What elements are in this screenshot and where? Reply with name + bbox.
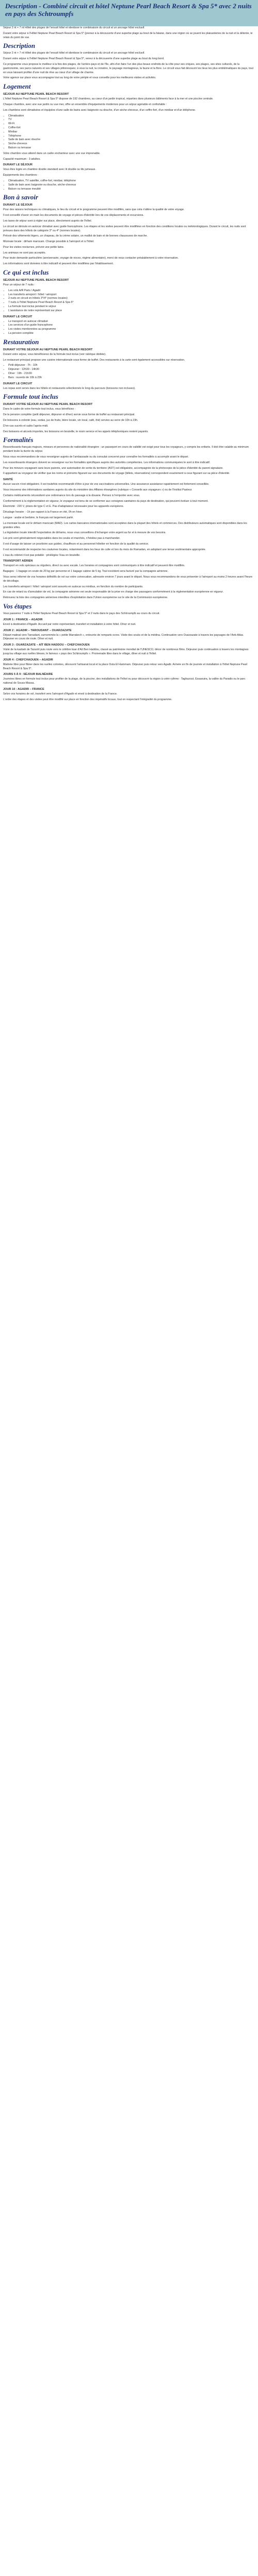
list-item: • Téléphone [8, 134, 255, 139]
paragraph: Équipements des chambres : [3, 174, 39, 177]
subheading: DURANT LE CIRCUIT [3, 315, 33, 318]
paragraph: Vous trouverez des informations sanitaires auprès du site du ministère des Affaires étrangères (rubrique « Conseils aux voyageurs ») ou de l'Institut Pasteur. [3, 488, 192, 492]
paragraph: Retrouvez la liste des compagnies aériennes interdites d'exploitation dans l'Union européenne sur le site de la Commission européenne. [3, 596, 168, 600]
subheading: SÉJOUR AU NEPTUNE PEARL BEACH RESORT [3, 93, 69, 96]
subheading: DURANT LE SÉJOUR [3, 204, 33, 207]
paragraph: Certains médicaments nécessitent une ordonnance lors du passage à la douane. Pensez à l'emporter avec vous. [3, 494, 140, 497]
section-intro [3, 26, 255, 40]
paragraph: Monnaie locale : dirham marocain. Change possible à l'aéroport et à l'hôtel. [3, 240, 94, 244]
paragraph: La législation locale interdit l'exportation de dirhams, nous vous conseillons d'échanger votre argent au fur et à mesure de vos besoins. [3, 531, 166, 535]
list-item: • Minibar [8, 130, 255, 134]
bullet-list [3, 114, 255, 150]
paragraph: Selon vos horaires de vol, transfert vers l'aéroport d'Agadir et envol à destination de la France. [3, 692, 118, 696]
section-heading: Logement [3, 82, 31, 91]
list-item: • Dîner : 19h - 21h30 [8, 372, 255, 376]
bullet-list [3, 364, 255, 380]
subheading: DURANT VOTRE SÉJOUR AU NEPTUNE PEARL BEACH RESORT [3, 403, 93, 406]
paragraph: Des boissons et alcools importés, les boissons en bouteille, le room service et les appels téléphoniques restent payants. [3, 430, 149, 433]
paragraph: Visite de la kasbah de Taourirt puis route vers le célèbre ksar d'Aït Ben Haddou, classé au patrimoine mondial de l'UNESCO, décor de nombreux films. Déjeuner puis continuation à travers les montagnes jusqu'au village aux ruelles bleues, le fameux « pays des Schtroumpfs ». Promenade libre dans le village, dîner et nuit à l'hôtel. [3, 648, 249, 655]
paragraph: Conformément à la réglementation en vigueur, le voyageur est tenu de se conformer aux consignes sanitaires du pays de destination, qui peuvent évoluer à tout moment. [3, 499, 208, 503]
list-item: • Salle de bain avec baignoire ou douche, sèche-cheveux [8, 183, 255, 188]
subheading: DURANT LE SÉJOUR [3, 163, 33, 167]
subheading: JOUR 10 : AGADIR – FRANCE [3, 687, 44, 691]
paragraph: Pour des raisons techniques ou climatiques, le lieu du circuit et le programme peuvent être modifiés, sans que cela n'altère la qualité de votre voyage. [3, 208, 185, 212]
paragraph: La monnaie locale est le dirham marocain (MAD). Les cartes bancaires internationales sont acceptées dans la plupart des hôtels et commerces. Des distributeurs automatiques sont disponibles dans les grandes villes. [3, 521, 247, 529]
paragraph: Durant votre séjour à l'Hôtel Neptune Pearl Beach Resort & Spa 5* (prenez à la découverte d'une superbe plage au bout de la falaise, dans une région où se jouent les plaisanteries de la nuit et la détente, le relais du point de vue. [3, 31, 253, 39]
subheading: JOURS 5 À 9 : SÉJOUR BALNÉAIRE [3, 673, 53, 676]
section-heading: Formalités [3, 436, 34, 444]
paragraph: Pour les visites nocturnes, prévoir une petite laine. [3, 245, 64, 249]
list-item: • Coffre-fort [8, 126, 255, 130]
subheading: JOUR 4 : CHEFCHAOUEN – AGADIR [3, 658, 53, 662]
list-item: • L'assistance de notre représentant sur place [8, 309, 255, 313]
paragraph: Départ matinal vers Taroudant, surnommée la « petite Marrakech », entourée de remparts ocres. Visite des souks et de la médina. Continuation vers Ouarzazate à travers les paysages de l'Anti-Atlas. Déjeuner en cours de route. Dîner et nuit. [3, 633, 244, 641]
paragraph: Les animaux ne sont pas acceptés. [3, 251, 46, 255]
paragraph: Il appartient au voyageur de vérifier que les noms et prénoms figurant sur ses documents de voyage (billets, réservations) correspondent exactement à ceux figurant sur sa pièce d'identité. [3, 472, 230, 476]
section-logement [3, 82, 255, 191]
page-title: Description - Combiné circuit et hôtel Neptune Pearl Beach Resort & Spa 5* avec 2 nuits en pays des Schtroumpfs [5, 2, 252, 18]
paragraph: Il est conseillé d'avoir en main les documents de voyage et pièces d'identité lors de vos déplacements et excursions. [3, 214, 144, 217]
list-item: • Climatisation [8, 114, 255, 118]
paragraph: Capacité maximum : 3 adultes. [3, 157, 41, 161]
paragraph: Les taxes de séjour sont à régler sur place, directement auprès de l'hôtel. [3, 219, 92, 223]
bullet-list [3, 179, 255, 191]
paragraph: Vous passerez 7 nuits à l'hôtel Neptune Pearl Beach Resort & Spa 5* et 2 nuits dans le pays des Schtroumpfs au cours du circuit. [3, 612, 160, 615]
content [0, 26, 258, 702]
section-transport [3, 559, 255, 600]
paragraph: Il est recommandé de respecter les coutumes locales, notamment dans les lieux de culte et lors du mois de Ramadan, en adoptant une tenue vestimentaire appropriée. [3, 548, 206, 551]
list-item: • Les vols A/R Paris / Agadir [8, 289, 255, 293]
bullet-list [3, 289, 255, 313]
paragraph: Pour un séjour de 7 nuits : [3, 283, 35, 287]
paragraph: Ressortissants français majeurs, mineurs et personnes de nationalité étrangère : un passeport en cours de validité est exigé pour tous les voyageurs, y compris les enfants. Il doit être valable au minimum pendant toute la durée du séjour. [3, 446, 249, 453]
section-heading: Restauration [3, 337, 39, 346]
section-formalites [3, 436, 255, 503]
paragraph: Les ressortissants étrangers doivent se renseigner sur les formalités spécifiques auprès des autorités compétentes. Les informations communiquées le sont à titre indicatif. [3, 461, 211, 464]
list-item: • Wi-Fi [8, 122, 255, 126]
paragraph: Prévoir des vêtements légers, un chapeau, de la crème solaire, un maillot de bain et de bonnes chaussures de marche. [3, 234, 148, 238]
section-heading: Formule tout inclus [3, 393, 58, 401]
subheading: SANTÉ [3, 478, 13, 482]
bullet-list [3, 320, 255, 336]
paragraph: De boissons à volonté (eau, sodas, jus de fruits, bière locale, vin local, café, thé) servies au verre de 10h à 23h. [3, 419, 138, 422]
list-item: • Balcon ou terrasse meublé [8, 188, 255, 192]
section-inclus [3, 268, 255, 336]
paragraph: Séjour 2 nt + 7 nt Hôtel des pluges de l'ensuit hôtel et identisse le combinaison du circuit et un ancrage hôtel exclusif. [3, 52, 145, 55]
paragraph: Les chambres sont climatisées et équipées d'une salle de bains avec baignoire ou douche, d'un sèche-cheveux, d'un coffre-fort, d'un minibar et d'un téléphone. [3, 108, 196, 112]
section-heading: Vos étapes [3, 602, 32, 610]
section-heading: Description [3, 42, 36, 50]
list-item: • La formule tout inclus pendant le séjour [8, 305, 255, 309]
section-tout-inclus [3, 393, 255, 434]
paragraph: Durant votre séjour à l'Hôtel Neptune Pearl Beach Resort & Spa 5*, venez à la découverte d'une superbe plage au bout du long bord. [3, 57, 165, 61]
paragraph: L'ordre des étapes et des visites peut être modifié sur place en fonction des impératifs locaux, tout en respectant l'intégralité du programme. [3, 698, 172, 701]
paragraph: Pour toute demande particulière (anniversaire, voyage de noces, régime alimentaire), merci de nous contacter préalablement à votre réservation. [3, 257, 179, 260]
list-item: • Bars : ouverts de 10h à 23h [8, 376, 255, 380]
paragraph: Dans le cadre de votre formule tout inclus, vous bénéficiez : [3, 408, 76, 411]
paragraph: Envol à destination d'Agadir. Accueil par notre représentant, transfert et installation à votre hôtel. Dîner et nuit. [3, 622, 136, 626]
list-item: • TV [8, 118, 255, 122]
subheading: DURANT LE CIRCUIT [3, 382, 33, 385]
list-item: • Salle de bain avec douche [8, 138, 255, 142]
paragraph: L'hôtel Neptune Pearl Beach Resort & Spa 5* dispose de 192 chambres, au cœur d'un jardin tropical, réparties dans plusieurs bâtiments face à la mer et une piscine centrale. [3, 97, 214, 101]
paragraph: Vous serez informé de vos horaires définitifs de vol sur votre convocation, adressée environ 7 jours avant le départ. Nous vous recommandons de vous présenter à l'aéroport au moins 2 heures avant l'heure de décollage. [3, 575, 253, 583]
list-item: • 2 nuits en circuit en hôtels 3*/4* (normes locales) [8, 297, 255, 301]
paragraph: Les repas sont servis dans les hôtels et restaurants sélectionnés le long du parcours (boissons non incluses). [3, 386, 136, 390]
paragraph: Séjour 2 nt + 7 nt Hôtel des pluges de l'ensuit hôtel et identisse le combinaison du circuit et un ancrage hôtel exclusif. [3, 26, 145, 29]
paragraph: En cas de retard ou d'annulation de vol, la compagnie aérienne est seule responsable de la prise en charge des passagers conformément à la réglementation européenne en vigueur. [3, 590, 224, 594]
paragraph: Durant votre séjour, vous bénéficierez de la formule tout inclus (voir rubrique dédiée). [3, 352, 106, 356]
list-item: • Les transferts aéroport / hôtel / aéroport [8, 293, 255, 297]
section-electricite [3, 505, 255, 557]
paragraph: D'en-cas sucrés et salés l'après-midi. [3, 424, 49, 428]
paragraph: Les transferts aéroport / hôtel / aéroport sont assurés en autocar ou minibus, en fonction du nombre de participants. [3, 585, 143, 588]
paragraph: Bagages : 1 bagage en soute de 20 kg par personne et 1 bagage cabine de 5 kg. Tout excédent sera facturé par la compagnie aérienne. [3, 570, 169, 573]
subheading: JOUR 2 : AGADIR – TAROUDANT – OUARZAZATE [3, 629, 72, 632]
paragraph: Il est d'usage de laisser un pourboire aux guides, chauffeurs et au personnel hôtelier en fonction de la qualité du service. [3, 542, 149, 546]
paragraph: Chaque chambre, avec une vue jardin ou vue mer, offre un ensemble d'équipements modernes pour un séjour agréable et confortable : [3, 103, 167, 106]
paragraph: Nous vous recommandons de vous renseigner auprès de l'ambassade ou du consulat concerné pour connaître les formalités à accomplir avant le départ. [3, 455, 189, 459]
paragraph: Aucun vaccin n'est obligatoire. Il est toutefois recommandé d'être à jour de vos vaccinations universelles. Une assurance assistance rapatriement est fortement conseillée. [3, 483, 209, 486]
section-a-savoir [3, 193, 255, 266]
paragraph: Décalage horaire : -1h par rapport à la France en été, 0h en hiver. [3, 511, 83, 514]
section-heading: Bon à savoir [3, 193, 38, 201]
list-item: • Sèche-cheveux [8, 142, 255, 146]
section-heading: Ce qui est inclus [3, 268, 49, 277]
section-description [3, 42, 255, 80]
subheading: JOUR 1 : FRANCE – AGADIR [3, 618, 43, 621]
list-item: • Le transport en autocar climatisé [8, 320, 255, 324]
list-item: • Petit déjeuner : 7h - 10h [8, 364, 255, 368]
paragraph: Transport en vols spéciaux ou réguliers, direct ou avec escale. Les horaires et compagnies sont communiqués à titre indicatif et peuvent être modifiés. [3, 564, 185, 568]
section-vos-etapes [3, 602, 255, 702]
paragraph: Matinée libre pour flâner dans les ruelles colorées, découvrir l'artisanat local et la place Outa El Hammam. Déjeuner puis retour vers Agadir. Arrivée en fin de journée et installation à l'hôtel Neptune Pearl Beach Resort & Spa 5*. [3, 663, 248, 670]
list-item: • Les visites mentionnées au programme [8, 328, 255, 332]
list-item: • Balcon ou terrasse [8, 146, 255, 150]
banner [0, 0, 258, 26]
subheading: JOUR 3 : OUARZAZATE – AÏT BEN HADDOU – CHEFCHAOUEN [3, 643, 90, 647]
paragraph: Les prix sont généralement négociables dans les souks et marchés, n'hésitez pas à marchander. [3, 537, 120, 540]
subheading: TRANSPORT AÉRIEN [3, 560, 33, 563]
paragraph: Votre chambre vous attend dans un cadre enchanteur avec une vue imprenable. [3, 151, 101, 155]
paragraph: L'eau du robinet n'est pas potable : privilégiez l'eau en bouteille. [3, 553, 80, 557]
paragraph: Votre agence sur place vous accompagne tout au long de votre périple et vous conseille pour les meilleures visites et activités. [3, 76, 156, 80]
list-item: • Déjeuner : 12h30 - 14h30 [8, 368, 255, 372]
paragraph: Électricité : 220 V, prises de type C et E. Pas d'adaptateur nécessaire pour les appareils européens. [3, 505, 124, 509]
section-restauration [3, 338, 255, 391]
list-item: • Climatisation, TV satellite, coffre-fort, minibar, téléphone [8, 179, 255, 183]
paragraph: Langue : arabe et berbère, le français est largement parlé. [3, 516, 74, 519]
paragraph: Vous êtes logés en chambre double standard avec lit double ou lits jumeaux. [3, 168, 96, 172]
paragraph: De la pension complète (petit déjeuner, déjeuner et dîner) servie sous forme de buffet au restaurant principal. [3, 413, 135, 417]
paragraph: Les informations sont données à titre indicatif et peuvent être modifiées par l'établissement. [3, 262, 114, 266]
paragraph: Ce programme vous propose le meilleur à la fois des plages, de l'arrière-pays et de l'île, afin d'en faire l'un des plus beaux endroits de la côte pour ses criques, ses plages, ses sites culturels, de la gastronomie, ses parcs naturels et ses villages pittoresques; à vous la nuit, la croisière, le paysage montagneux, la faune et la flore. Le circuit vous fait découvrir les lieux les plus emblématiques du pays, tout en vous laissant profiter d'une nuit de rêve au cœur d'un village de charme. [3, 62, 253, 74]
paragraph: Le circuit se déroule en autocar climatisé avec guide francophone. Les étapes et les visites peuvent être modifiées en fonction des conditions locales ou météorologiques. Durant le circuit, les nuits sont prévues dans des hôtels de catégorie 3* ou 4* (normes locales). [3, 225, 246, 232]
subheading: SÉJOUR AU NEPTUNE PEARL BEACH RESORT [3, 279, 69, 282]
subheading: DURANT VOTRE SÉJOUR AU NEPTUNE PEARL BEACH RESORT [3, 348, 93, 351]
paragraph: Le restaurant principal propose une cuisine internationale sous forme de buffet. Des restaurants à la carte sont également accessibles sur réservation. [3, 358, 185, 362]
list-item: • 7 nuits à l'hôtel Neptune Pearl Beach Resort & Spa 5* [8, 301, 255, 305]
list-item: • Les services d'un guide francophone [8, 324, 255, 328]
paragraph: Pour les mineurs voyageant sans leurs parents, une autorisation de sortie du territoire (AST) est obligatoire, accompagnée de la photocopie de la pièce d'identité du parent signataire. [3, 466, 223, 470]
list-item: • La pension complète [8, 332, 255, 336]
paragraph: Journées libres en formule tout inclus pour profiter de la plage, de la piscine, des installations de l'hôtel ou pour découvrir la région à votre rythme : Taghazout, Essaouira, la vallée du Paradis ou le parc national de Souss-Massa. [3, 677, 246, 685]
